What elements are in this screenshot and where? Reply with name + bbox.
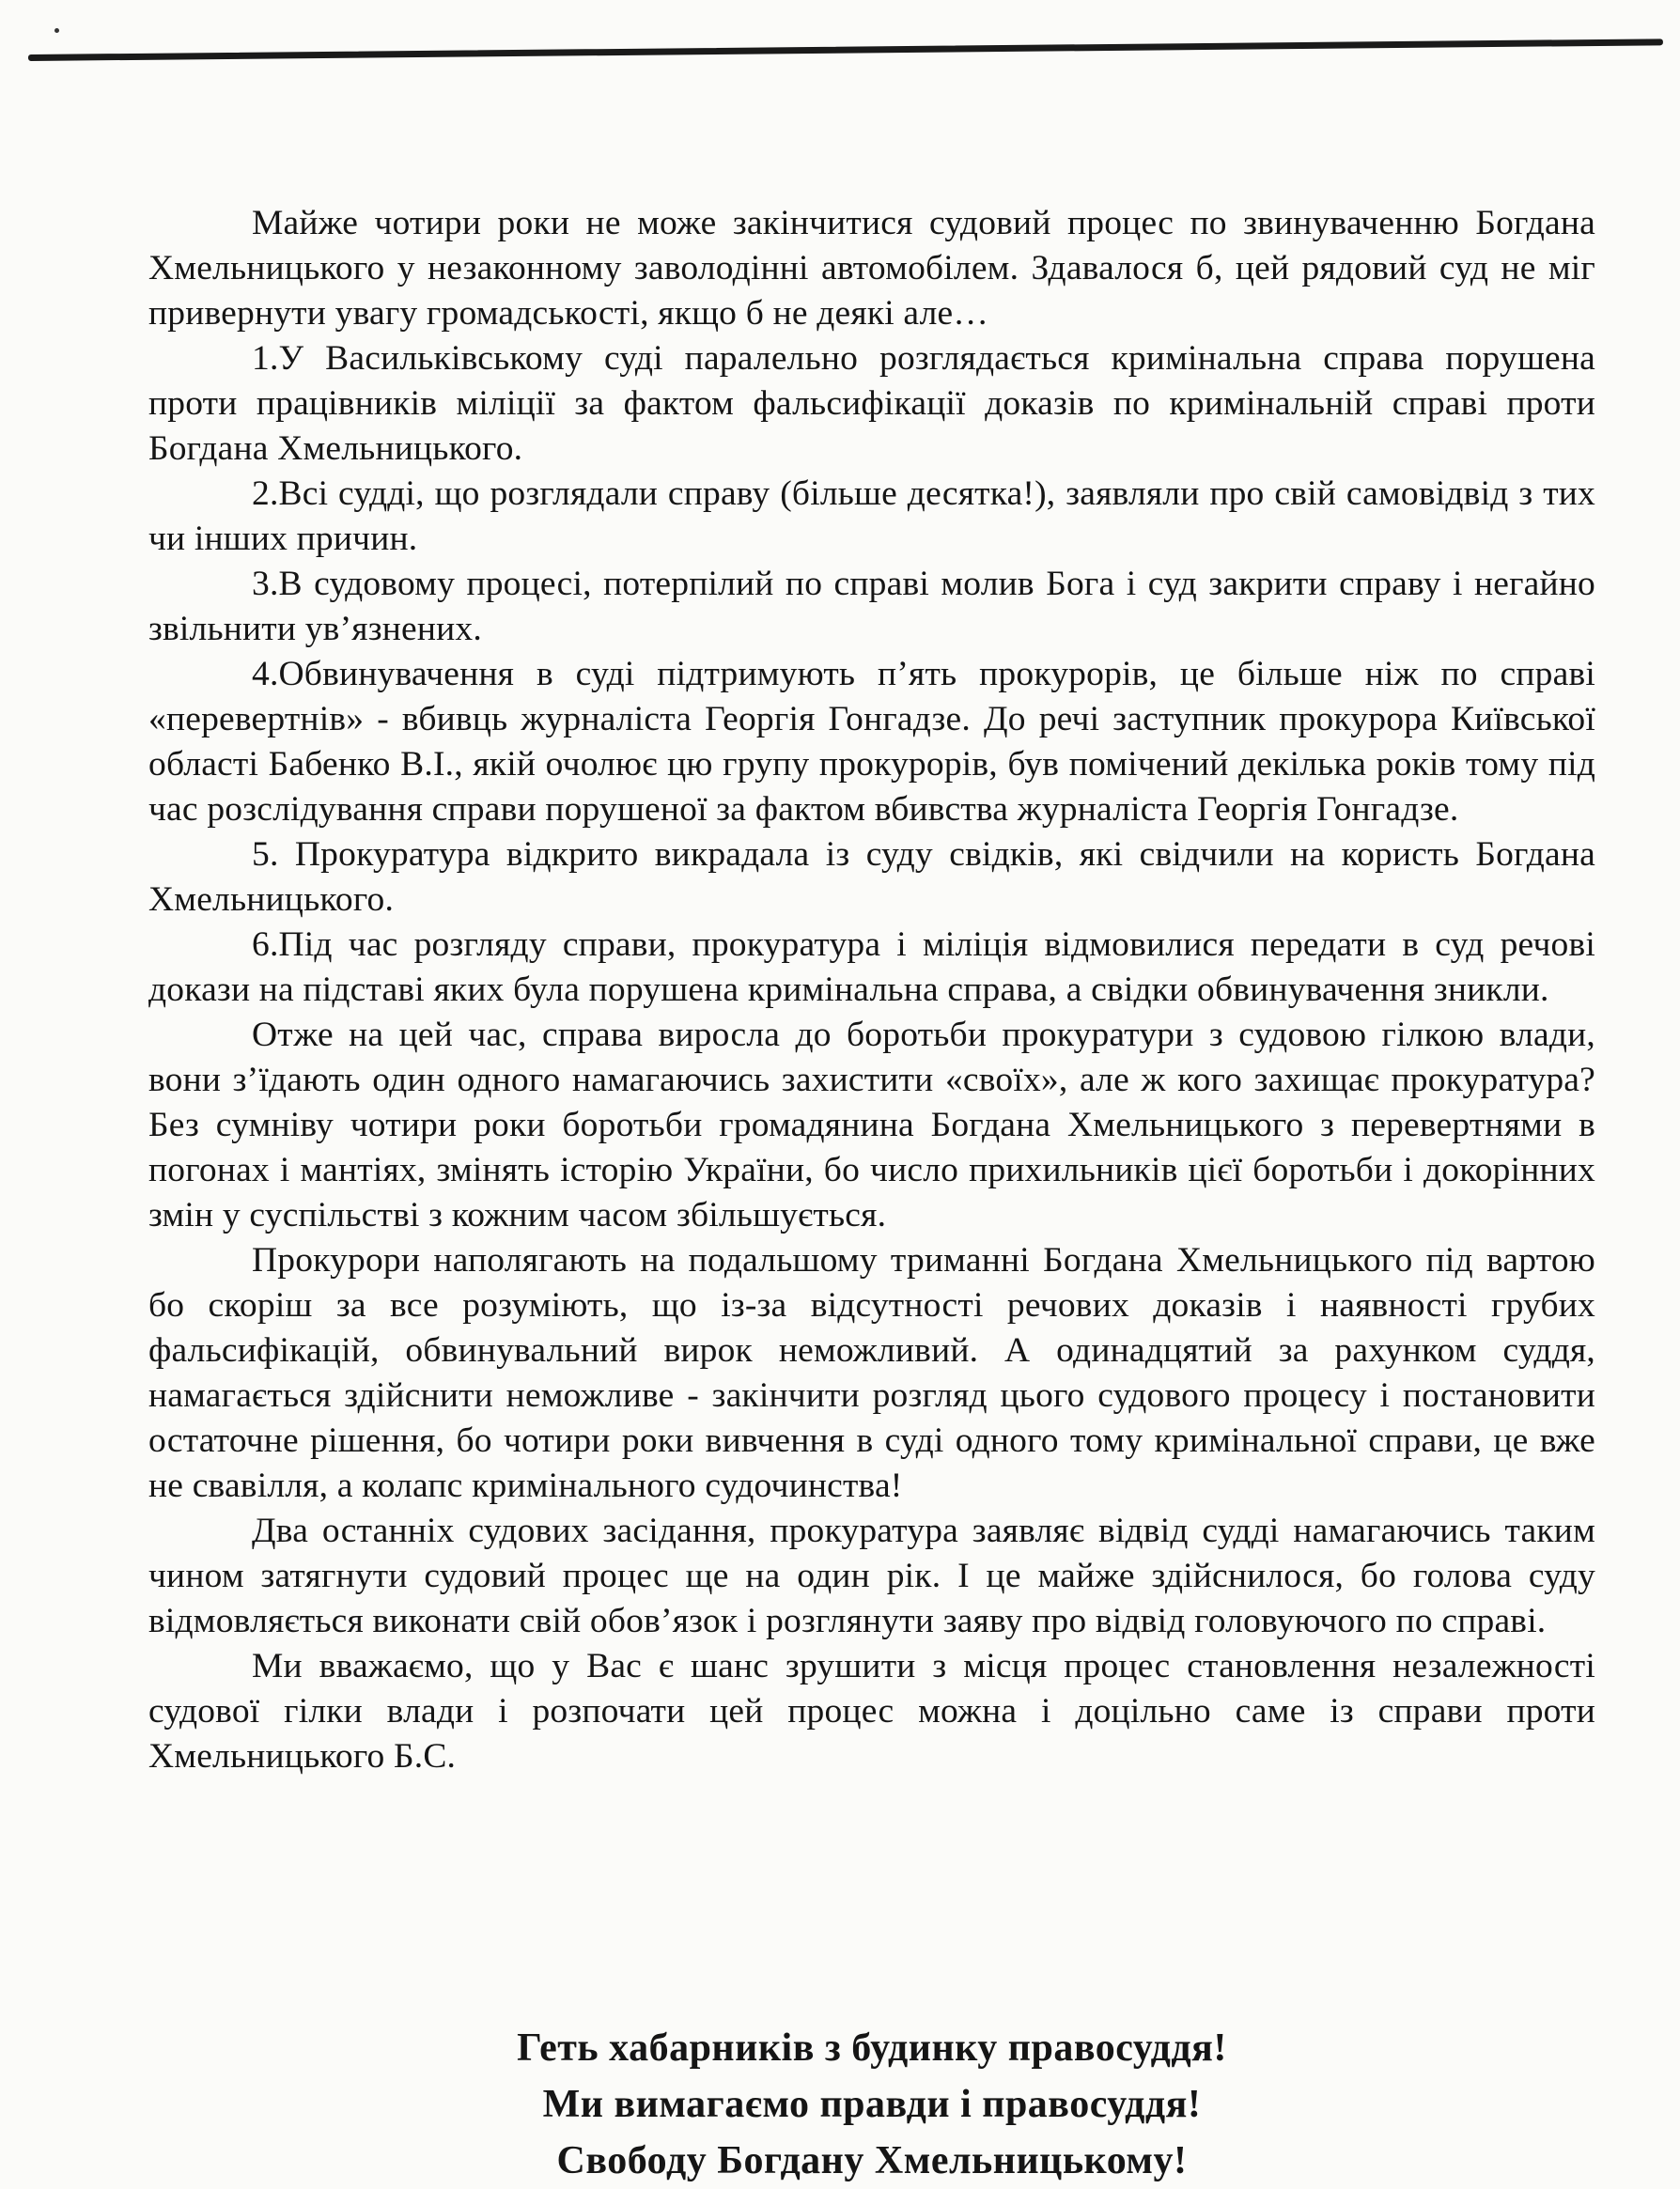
- slogan-bribers: Геть хабарників з будинку правосуддя!: [517, 2026, 1227, 2070]
- point-2-paragraph: 2.Всі судді, що розглядали справу (більше десятка!), заявляли про свій самовідвід з тих чи інших причин.: [148, 474, 1595, 558]
- intro-paragraph: Майже чотири роки не може закінчитися судовий процес по звинуваченню Богдана Хмельницького у незаконному заволодінні автомобілем. Здавалося б, цей рядовий суд не міг привернути увагу громадськості, якщо б не деякі але…: [148, 204, 1595, 333]
- point-4-paragraph: 4.Обвинувачення в суді підтримують п’ять прокурорів, це більше ніж по справі «перевертнів» - вбивць журналіста Георгія Гонгадзе. До речі заступник прокурора Київської області Бабенко В.І., якій очолює цю групу прокурорів, був помічений декілька років тому під час розслідування справи порушеної за фактом вбивства журналіста Георгія Гонгадзе.: [148, 655, 1595, 829]
- hearings-paragraph: Два останніх судових засідання, прокуратура заявляє відвід судді намагаючись таким чином затягнути судовий процес ще на один рік. І це майже здійснилося, бо голова суду відмовляється виконати свій обов’язок і розглянути заяву про відвід головуючого по справі.: [148, 1512, 1595, 1640]
- scan-speck: [54, 28, 59, 33]
- point-1-paragraph: 1.У Васильківському суді паралельно розглядається кримінальна справа порушена проти працівників міліції за фактом фальсифікації доказів по кримінальній справі проти Богдана Хмельницького.: [148, 339, 1595, 468]
- slogan-justice: Ми вимагаємо правди і правосуддя!: [542, 2083, 1202, 2126]
- conclusion-paragraph: Отже на цей час, справа виросла до боротьби прокуратури з судовою гілкою влади, вони з’їдають один одного намагаючись захистити «своїх», але ж кого захищає прокуратура? Без сумніву чотири роки боротьби громадянина Богдана Хмельницького з перевертнями в погонах і мантіях, змінять історію України, бо число прихильників цієї боротьби і докорінних змін у суспільстві з кожним часом збільшується.: [148, 1016, 1595, 1234]
- letter-body: [148, 201, 1595, 1779]
- slogans-block: [148, 2020, 1595, 2189]
- point-5-paragraph: 5. Прокуратура відкрито викрадала із суду свідків, які свідчили на користь Богдана Хмельницького.: [148, 835, 1595, 919]
- point-3-paragraph: 3.В судовому процесі, потерпілий по справі молив Бога і суд закрити справу і негайно звільнити ув’язнених.: [148, 565, 1595, 648]
- prosecutors-paragraph: Прокурори наполягають на подальшому триманні Богдана Хмельницького під вартою бо скоріш за все розуміють, що із-за відсутності речових доказів і наявності грубих фальсифікацій, обвинувальний вирок неможливий. А одинадцятий за рахунком суддя, намагається здійснити неможливе - закінчити розгляд цього судового процесу і постановити остаточне рішення, бо чотири роки вивчення в суді одного тому кримінальної справи, це вже не свавілля, а колапс кримінального судочинства!: [148, 1241, 1595, 1505]
- scan-edge-line: [28, 39, 1663, 61]
- point-6-paragraph: 6.Під час розгляду справи, прокуратура і міліція відмовилися передати в суд речові докази на підставі яких була порушена кримінальна справа, а свідки обвинувачення зникли.: [148, 925, 1595, 1009]
- slogan-freedom: Свободу Богдану Хмельницькому!: [556, 2139, 1188, 2182]
- appeal-paragraph: Ми вважаємо, що у Вас є шанс зрушити з місця процес становлення незалежності судової гілки влади і розпочати цей процес можна і доцільно саме із справи проти Хмельницького Б.С.: [148, 1647, 1595, 1776]
